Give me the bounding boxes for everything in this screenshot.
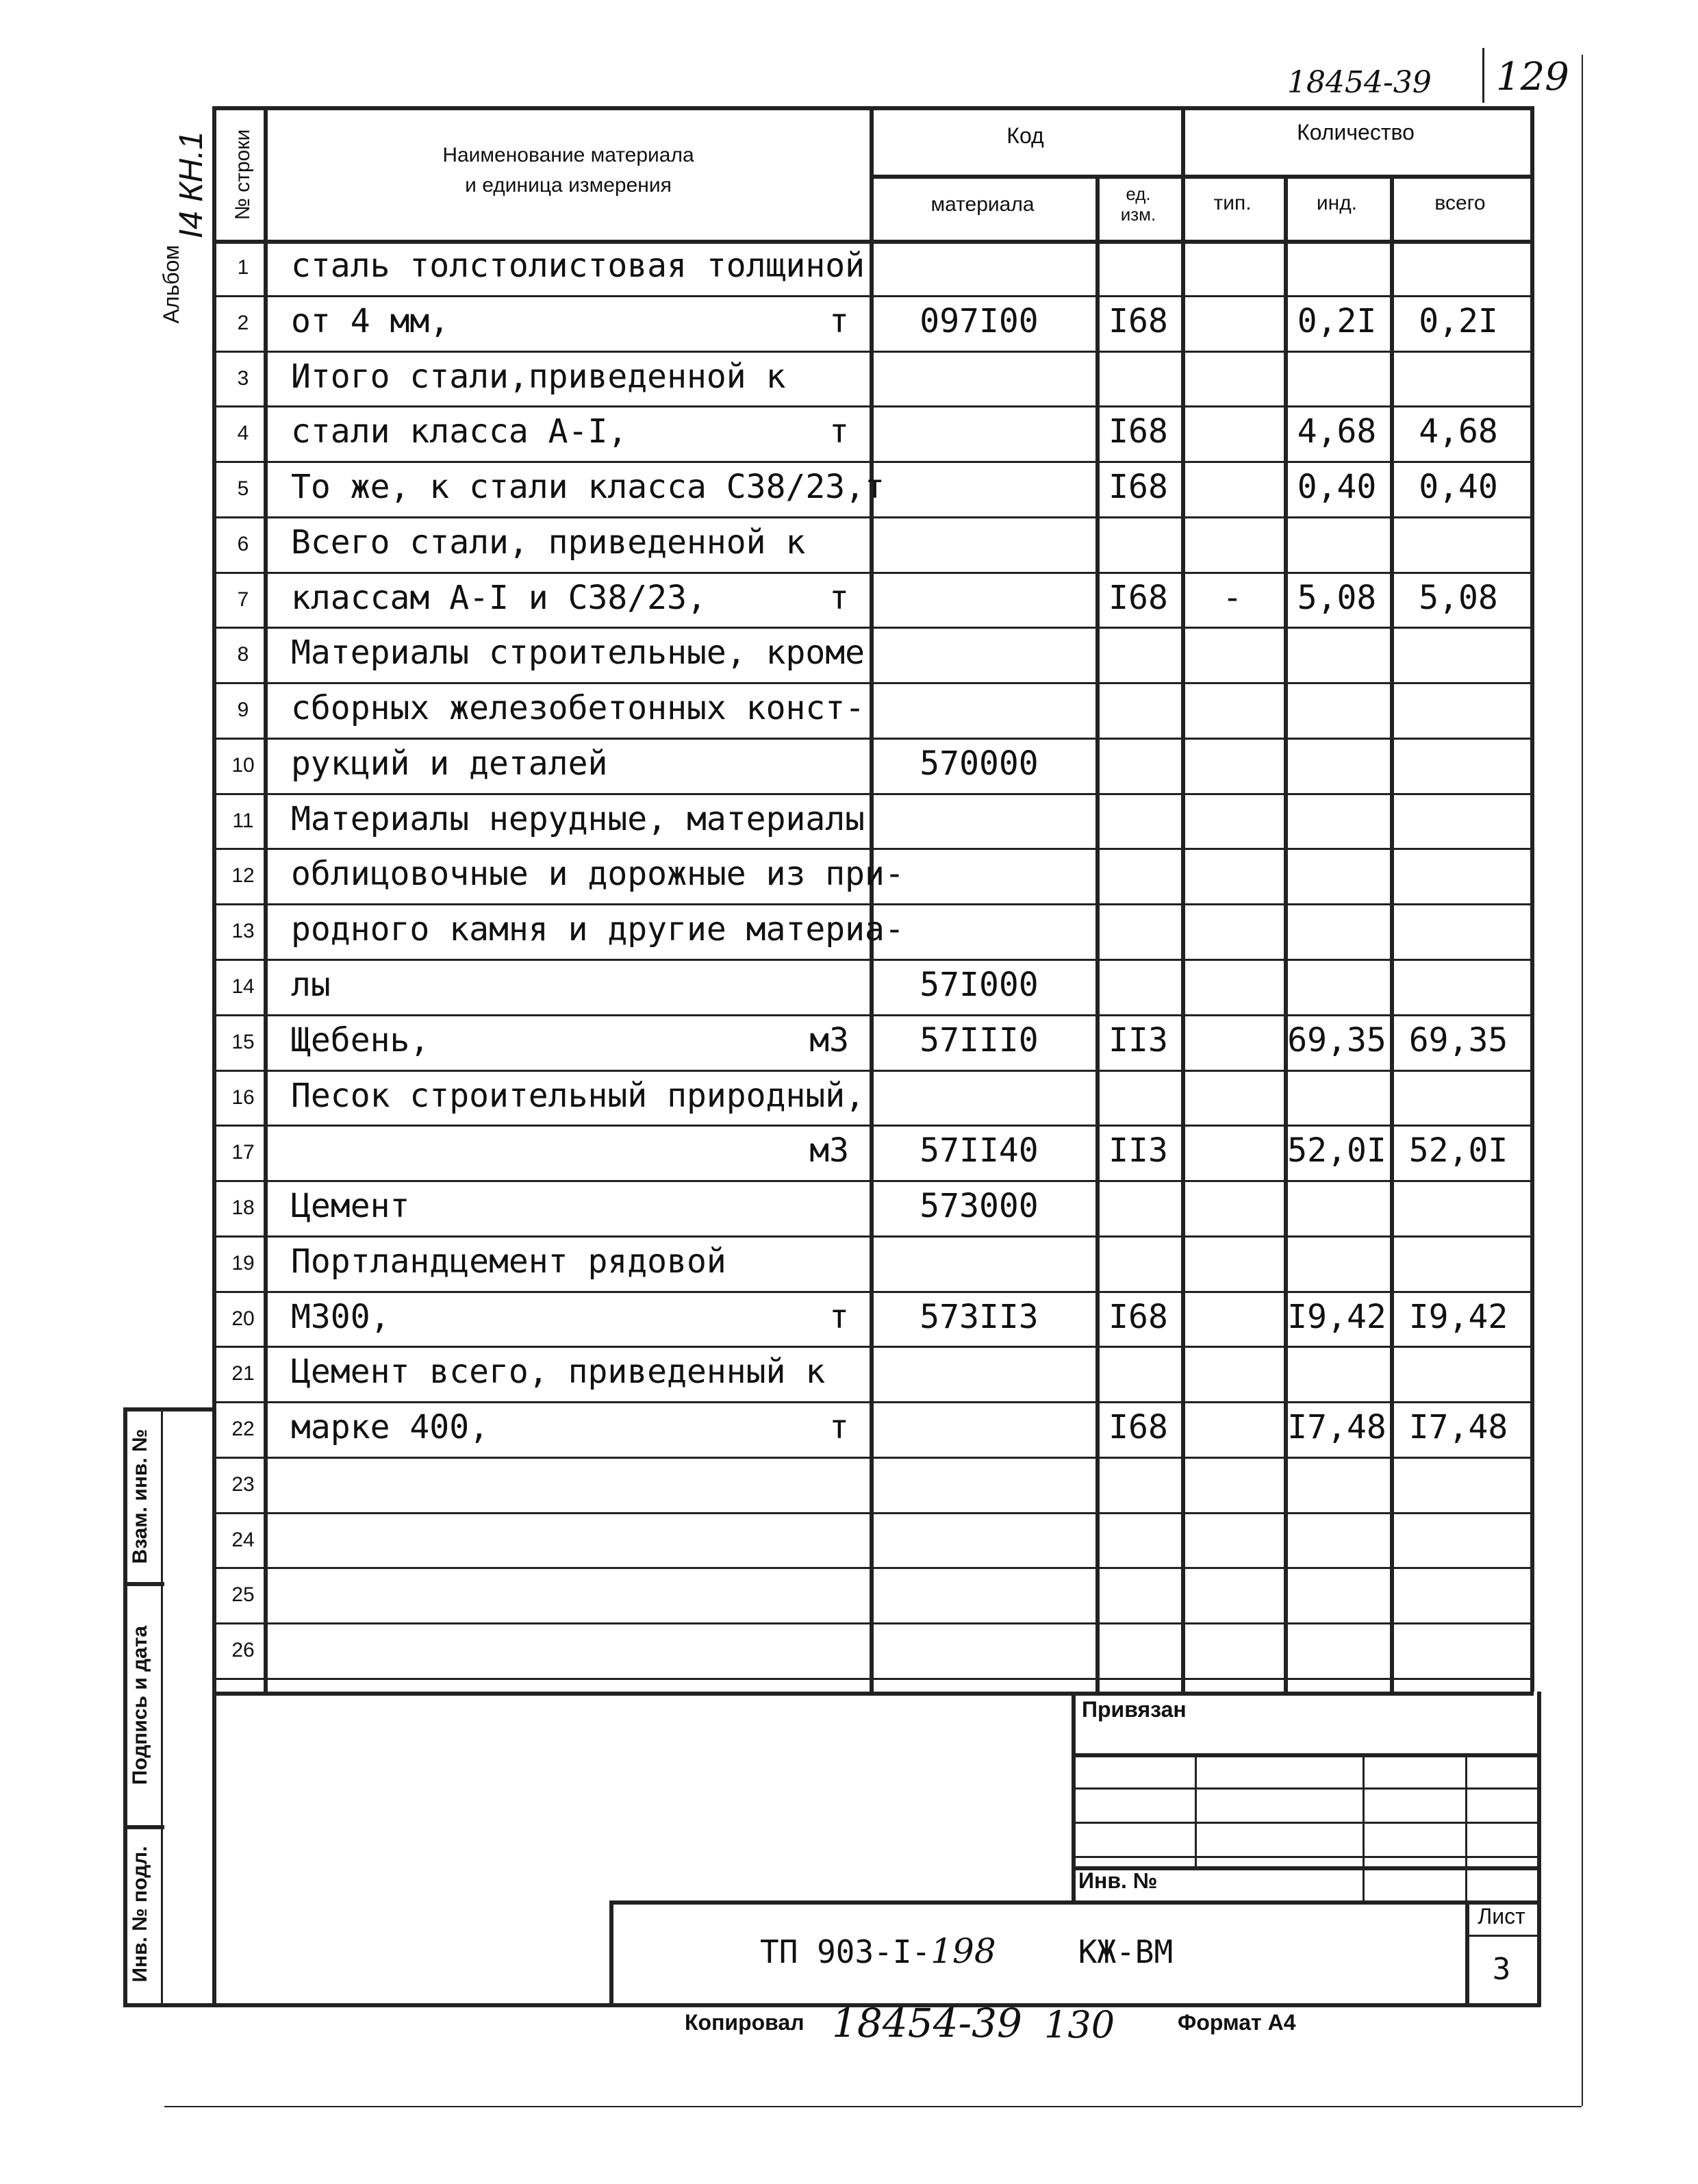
row-divider (212, 1346, 1534, 1348)
row-ind: 4,68 (1297, 412, 1377, 451)
footer-kopiroval-num: 130 (1044, 2003, 1115, 2046)
row-ind: 0,40 (1297, 468, 1377, 507)
stamp-title (760, 1931, 1173, 1971)
row-code: 57I000 (920, 966, 1039, 1004)
row-divider (212, 1235, 1534, 1238)
row-n: 6 (237, 532, 249, 555)
row-n: 7 (237, 588, 249, 611)
row-name: облицовочные и дорожные из при- (291, 855, 904, 894)
header-material-name: Наименование материала и единица измерения (442, 144, 694, 197)
row-code: 573000 (920, 1187, 1039, 1226)
row-divider (212, 627, 1534, 629)
row-ed: I68 (1108, 1408, 1168, 1447)
margin-vzam: Взам. инв. № (129, 1429, 151, 1564)
margin-podpis: Подпись и дата (129, 1625, 151, 1785)
row-name: классам А-I и С38/23, (291, 578, 707, 617)
bottom-rule (164, 2106, 1582, 2107)
row-n: 8 (237, 643, 249, 666)
row-vsego: 5,08 (1419, 578, 1498, 617)
row-vsego: 69,35 (1408, 1020, 1508, 1059)
footer-kopiroval-hand: 18454-39 (832, 2000, 1022, 2046)
row-name: Цемент всего, приведенный к (291, 1353, 826, 1392)
page-number-top: 129 (1496, 55, 1569, 99)
row-n: 18 (231, 1196, 255, 1220)
row-ed: I68 (1108, 412, 1168, 451)
row-n: 10 (231, 753, 255, 777)
row-divider (212, 516, 1534, 518)
row-name: от 4 мм, (291, 301, 450, 340)
row-divider (212, 793, 1534, 795)
stamp-list-number: 3 (1492, 1952, 1511, 1987)
row-divider (212, 1125, 1534, 1127)
row-ed: I68 (1108, 468, 1168, 507)
row-n: 9 (237, 699, 249, 722)
row-divider (212, 1457, 1534, 1459)
row-name: рукций и деталей (291, 744, 608, 783)
row-divider (212, 738, 1534, 740)
row-divider (212, 903, 1534, 905)
row-n: 24 (231, 1528, 255, 1551)
row-name: родного камня и другие материа- (291, 910, 904, 949)
row-divider (212, 1512, 1534, 1514)
row-unit: т (829, 412, 849, 451)
row-n: 17 (231, 1141, 255, 1164)
row-vsego: 52,0I (1408, 1131, 1508, 1170)
row-name: марке 400, (291, 1408, 489, 1447)
row-unit: т (829, 1297, 849, 1336)
row-unit: т (829, 1408, 849, 1447)
row-n: 19 (231, 1251, 255, 1275)
row-ind: I7,48 (1287, 1408, 1386, 1447)
row-n: 25 (231, 1583, 255, 1607)
row-n: 1 (237, 256, 249, 279)
row-n: 22 (231, 1418, 255, 1441)
row-vsego: 0,2I (1419, 301, 1498, 340)
row-name: сталь толстолистовая толщиной (291, 247, 865, 285)
header-kolichestvo: Количество (1297, 120, 1415, 145)
frame-left-lower (212, 1692, 216, 2007)
footer-format: Формат А4 (1178, 2010, 1296, 2035)
row-tip: - (1222, 578, 1243, 617)
row-ed: I68 (1108, 578, 1168, 617)
row-name: Итого стали,приведенной к (291, 357, 786, 396)
row-unit: м3 (809, 1131, 849, 1170)
row-name: М300, (291, 1297, 390, 1336)
header-kod: Код (1006, 123, 1044, 148)
row-divider (212, 1180, 1534, 1182)
row-n: 16 (231, 1085, 255, 1109)
row-vsego: I7,48 (1408, 1408, 1508, 1447)
row-divider (212, 351, 1534, 353)
row-name: Материалы нерудные, материалы (291, 799, 865, 838)
row-code: 57II40 (920, 1131, 1039, 1170)
row-divider (212, 405, 1534, 407)
row-n: 23 (231, 1472, 255, 1496)
row-ed: II3 (1108, 1020, 1168, 1059)
stamp-title-suffix: КЖ-ВМ (1078, 1933, 1174, 1970)
row-vsego: 4,68 (1419, 412, 1498, 451)
row-n: 11 (232, 809, 254, 832)
row-divider (212, 461, 1534, 463)
row-name: Песок строительный природный, (291, 1076, 865, 1115)
row-name: стали класса А-I, (291, 412, 628, 451)
footer-kopiroval: Копировал (685, 2010, 804, 2035)
row-ed: I68 (1108, 301, 1168, 340)
row-divider (212, 959, 1534, 961)
margin-inv-podl: Инв. № подл. (129, 1846, 151, 1983)
stamp-privyazan: Привязан (1082, 1697, 1187, 1722)
row-divider (212, 572, 1534, 574)
header-vsego: всего (1434, 192, 1486, 214)
row-vsego: I9,42 (1408, 1297, 1508, 1336)
row-name: Материалы строительные, кроме (291, 633, 865, 673)
table-bottom-line (212, 1692, 1534, 1696)
row-name: То же, к стали класса С38/23,т (291, 468, 885, 507)
row-unit: т (829, 301, 849, 340)
doc-number-top: 18454-39 (1287, 65, 1432, 100)
stamp-title-print: ТП 903-I- (760, 1933, 931, 1970)
row-code: 573II3 (920, 1297, 1039, 1336)
row-code: 57III0 (920, 1020, 1039, 1059)
row-n: 20 (231, 1307, 255, 1330)
row-ed: I68 (1108, 1297, 1168, 1336)
row-name: лы (291, 966, 331, 1004)
row-n: 5 (237, 477, 249, 501)
right-rule (1582, 55, 1583, 2106)
row-n: 12 (231, 864, 255, 888)
row-vsego: 0,40 (1419, 468, 1498, 507)
album-label-hand: I4 КН.1 (173, 131, 210, 239)
row-divider (212, 848, 1534, 850)
row-name: Портландцемент рядовой (291, 1242, 726, 1281)
stamp-list-label: Лист (1478, 1904, 1525, 1929)
row-ed: II3 (1108, 1131, 1168, 1170)
row-n: 26 (231, 1639, 255, 1662)
row-name: Щебень, (291, 1020, 430, 1059)
album-label-text: Альбом (159, 244, 183, 324)
header-row-number: № строки (231, 129, 254, 221)
row-code: 097I00 (920, 301, 1039, 340)
row-name: Цемент (291, 1187, 410, 1226)
row-ind: I9,42 (1287, 1297, 1386, 1336)
row-name: сборных железобетонных конст- (291, 689, 865, 728)
header-kod-unit: ед. изм. (1120, 184, 1156, 225)
row-code: 570000 (920, 744, 1039, 783)
row-n: 2 (237, 311, 249, 334)
row-unit: т (829, 578, 849, 617)
stamp-inv-no: Инв. № (1078, 1868, 1158, 1893)
row-unit: м3 (809, 1020, 849, 1059)
row-divider (212, 1014, 1534, 1016)
row-divider (212, 295, 1534, 297)
row-divider (212, 1622, 1534, 1624)
row-n: 4 (237, 422, 249, 445)
row-n: 13 (231, 920, 255, 943)
row-ind: 5,08 (1297, 578, 1377, 617)
row-n: 21 (231, 1362, 255, 1385)
top-right-divider (1482, 48, 1484, 103)
row-divider (212, 1678, 1534, 1680)
row-divider (212, 1291, 1534, 1293)
row-n: 14 (231, 975, 255, 998)
row-divider (212, 1070, 1534, 1072)
row-name: Всего стали, приведенной к (291, 523, 806, 562)
row-ind: 0,2I (1297, 301, 1377, 340)
row-divider (212, 1567, 1534, 1569)
header-kod-material: материала (930, 193, 1035, 216)
row-divider (212, 1401, 1534, 1403)
row-divider (212, 682, 1534, 684)
stamp-title-hand: 198 (930, 1931, 996, 1971)
row-ind: 69,35 (1287, 1020, 1386, 1059)
frame-right-lower (1537, 1692, 1541, 2007)
header-ind: инд. (1316, 192, 1358, 214)
row-n: 15 (231, 1030, 255, 1053)
header-tip: тип. (1213, 192, 1252, 214)
row-n: 3 (237, 366, 249, 390)
margin-divider (161, 1407, 163, 2007)
row-ind: 52,0I (1287, 1131, 1386, 1170)
